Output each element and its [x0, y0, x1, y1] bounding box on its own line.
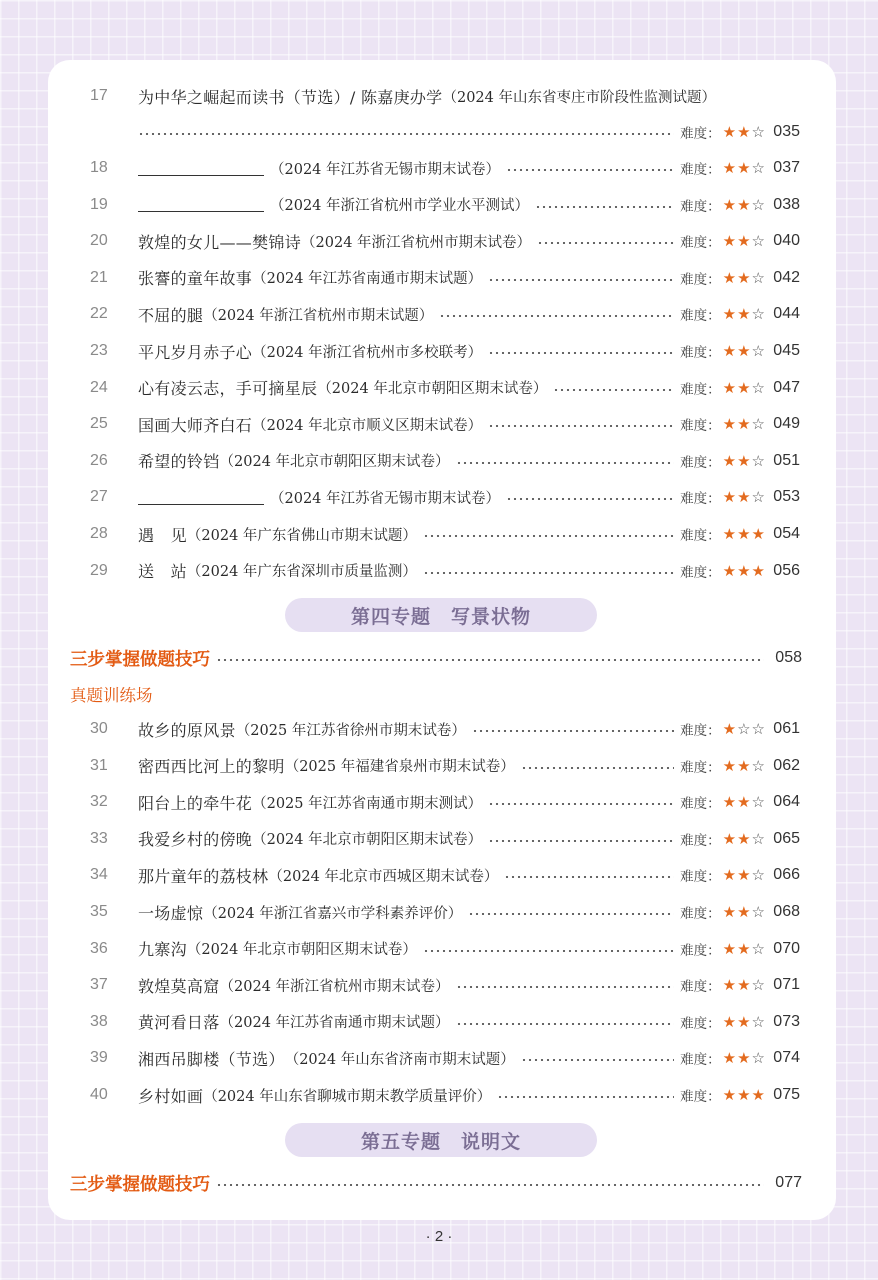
entry-source: （2024 年北京市西城区期末试卷） — [268, 868, 499, 885]
entry-number: 28 — [90, 525, 108, 542]
star-filled-icon: ★ — [722, 342, 738, 360]
star-filled-icon: ★ — [722, 123, 738, 141]
page-number: 075 — [773, 1086, 800, 1103]
difficulty-label: 难度： — [680, 723, 721, 738]
difficulty-label: 难度： — [680, 528, 721, 543]
entry-number: 27 — [90, 488, 108, 506]
entry-source: （2024 年北京市朝阳区期末试卷） — [186, 942, 417, 959]
entry-title: 故乡的原风景 — [138, 720, 236, 740]
section-banner-4-title: 写景状物 — [451, 605, 532, 628]
entry-source: （2024 年北京市朝阳区期末试卷） — [219, 454, 450, 471]
star-filled-icon: ★ — [722, 232, 738, 251]
entry-source: （2024 年广东省佛山市期末试题） — [186, 527, 417, 544]
entry-number: 40 — [90, 1086, 108, 1103]
entry-title: 九寨沟 — [138, 940, 187, 960]
difficulty-stars — [723, 903, 766, 921]
leader-dots — [423, 950, 674, 952]
toc-entry[interactable] — [90, 857, 800, 893]
entry-number: 25 — [90, 415, 108, 433]
page-number: 073 — [773, 1012, 800, 1030]
difficulty-stars — [723, 976, 766, 994]
entry-source: （2025 年福建省泉州市期末试卷） — [284, 759, 515, 776]
toc-entry[interactable] — [90, 931, 800, 967]
toc-entry[interactable] — [90, 1077, 800, 1113]
page-number: 047 — [773, 378, 800, 396]
star-filled-icon: ★ — [722, 1086, 738, 1104]
star-empty-icon: ☆ — [751, 415, 766, 434]
star-filled-icon: ★ — [722, 451, 738, 470]
entry-title: 阳台上的牵牛花 — [138, 793, 253, 813]
leader-dots — [497, 1096, 674, 1098]
star-filled-icon: ★ — [722, 1012, 738, 1031]
difficulty-stars — [723, 342, 766, 360]
leader-dots — [423, 535, 674, 537]
entry-title: 一场虚惊 — [138, 903, 204, 923]
entry-number: 34 — [90, 866, 108, 884]
entry-source: （2024 年山东省济南市期末试题） — [284, 1051, 515, 1068]
section-banner-4 — [285, 598, 597, 632]
leader-dots — [521, 767, 674, 769]
leader-dots — [216, 659, 764, 661]
entry-title: 国画大师齐白石 — [138, 415, 253, 435]
leader-dots — [456, 462, 675, 464]
difficulty-label: 难度： — [680, 235, 721, 251]
title-blank-line — [138, 197, 264, 212]
star-filled-icon: ★ — [722, 488, 738, 507]
star-empty-icon: ☆ — [751, 159, 766, 177]
star-filled-icon: ★ — [722, 195, 738, 214]
difficulty-stars — [723, 415, 766, 433]
page-number: 037 — [773, 159, 800, 176]
leader-dots — [456, 986, 675, 988]
difficulty-stars — [723, 1013, 766, 1031]
leader-dots — [504, 876, 674, 878]
difficulty-label: 难度： — [680, 759, 721, 775]
difficulty-label: 难度： — [680, 564, 721, 580]
page-number: 065 — [773, 829, 800, 847]
entry-source: （2024 年江苏省无锡市期末试卷） — [270, 161, 501, 178]
star-empty-icon: ☆ — [751, 903, 766, 921]
star-empty-icon: ☆ — [751, 1012, 766, 1031]
page-number: 040 — [773, 232, 800, 250]
star-empty-icon: ☆ — [751, 939, 766, 958]
star-filled-icon: ★ — [737, 488, 752, 507]
star-filled-icon: ★ — [737, 976, 752, 995]
leader-dots — [488, 352, 674, 354]
star-filled-icon: ★ — [722, 1049, 738, 1068]
entry-number: 32 — [90, 793, 108, 811]
entry-title: 遇 见 — [138, 525, 187, 545]
entry-number: 18 — [90, 159, 108, 176]
star-filled-icon: ★ — [722, 525, 738, 543]
entry-title: 不屈的腿 — [138, 305, 204, 325]
toc-entry[interactable] — [90, 553, 800, 589]
difficulty-label: 难度： — [680, 308, 721, 324]
page-number: 070 — [773, 939, 800, 957]
toc-entry[interactable] — [90, 821, 800, 857]
page-number: 056 — [773, 561, 800, 579]
entry-title: 为中华之崛起而读书（节选）/ 陈嘉庚办学 — [138, 87, 443, 107]
toc-entry[interactable] — [90, 78, 800, 114]
toc-entry[interactable] — [90, 479, 800, 515]
entry-number: 35 — [90, 903, 108, 920]
difficulty-label: 难度： — [680, 491, 721, 507]
difficulty-label: 难度： — [680, 796, 721, 812]
toc-entry[interactable] — [90, 406, 800, 442]
difficulty-label: 难度： — [680, 381, 721, 397]
title-blank-line — [138, 490, 264, 505]
star-filled-icon: ★ — [737, 525, 752, 543]
leader-dots — [535, 206, 674, 208]
skill-label: 三步掌握做题技巧 — [70, 649, 210, 670]
star-filled-icon: ★ — [737, 1049, 752, 1068]
toc-entry[interactable] — [90, 1040, 800, 1076]
entry-title: 密西西比河上的黎明 — [138, 757, 285, 777]
leader-dots — [216, 1184, 764, 1186]
star-empty-icon: ☆ — [751, 305, 766, 324]
difficulty-stars — [723, 232, 766, 250]
star-empty-icon: ☆ — [751, 232, 766, 251]
leader-dots — [456, 1023, 675, 1025]
star-empty-icon: ☆ — [751, 1049, 766, 1068]
star-empty-icon: ☆ — [751, 756, 766, 775]
star-empty-icon: ☆ — [751, 793, 766, 812]
entry-source: （2024 年江苏省南通市期末试题） — [252, 271, 483, 288]
section-banner-5-title: 说明文 — [461, 1130, 522, 1153]
star-empty-icon: ☆ — [751, 123, 766, 141]
toc-entry[interactable] — [90, 223, 800, 259]
star-filled-icon: ★ — [722, 415, 738, 434]
difficulty-stars — [723, 830, 766, 848]
star-filled-icon: ★ — [722, 561, 738, 580]
star-filled-icon: ★ — [737, 1012, 752, 1031]
entry-title: 敦煌的女儿——樊锦诗 — [138, 232, 302, 252]
star-filled-icon: ★ — [722, 305, 738, 324]
page-number: 058 — [775, 649, 802, 666]
difficulty-label: 难度： — [680, 906, 721, 921]
page-number: 068 — [773, 903, 800, 920]
page-footer-number: · 2 · — [425, 1228, 453, 1245]
page-number: 074 — [773, 1049, 800, 1067]
entry-title: 希望的铃铛 — [138, 452, 220, 472]
toc-entry[interactable] — [90, 894, 800, 930]
page-number: 077 — [775, 1174, 802, 1191]
leader-dots — [488, 840, 674, 842]
entry-source: （2024 年山东省枣庄市阶段性监测试题） — [442, 89, 716, 106]
star-filled-icon: ★ — [737, 903, 752, 921]
skill-row-4[interactable] — [70, 644, 802, 672]
star-filled-icon: ★ — [737, 561, 752, 580]
leader-dots — [506, 498, 674, 500]
toc-entry-continuation[interactable] — [90, 114, 800, 150]
entry-source: （2024 年江苏省无锡市期末试卷） — [270, 490, 501, 507]
entry-source: （2024 年浙江省杭州市多校联考） — [252, 344, 483, 361]
difficulty-stars — [723, 793, 766, 811]
difficulty-label: 难度： — [680, 162, 721, 177]
entry-source: （2024 年浙江省杭州市期末试题） — [203, 307, 434, 324]
entry-source: （2024 年北京市朝阳区期末试卷） — [317, 381, 548, 398]
difficulty-label: 难度： — [680, 126, 721, 141]
page-number: 035 — [773, 123, 800, 140]
entry-number: 19 — [90, 195, 108, 213]
leader-dots — [488, 803, 674, 805]
entry-number: 26 — [90, 451, 108, 469]
difficulty-stars — [723, 1049, 766, 1067]
entry-title: 敦煌莫高窟 — [138, 976, 220, 996]
entry-title: 我爱乡村的傍晚 — [138, 830, 253, 850]
entry-number: 37 — [90, 976, 108, 994]
page-number: 045 — [773, 342, 800, 359]
page-number: 042 — [773, 268, 800, 286]
entry-source: （2024 年浙江省嘉兴市学科素养评价） — [203, 905, 463, 922]
toc-entry[interactable] — [90, 333, 800, 369]
page-number: 066 — [773, 866, 800, 884]
section-banner-4-label: 第四专题 — [350, 605, 431, 628]
star-filled-icon: ★ — [751, 561, 766, 580]
toc-entry[interactable] — [90, 748, 800, 784]
section-banner-5 — [285, 1123, 597, 1157]
star-filled-icon: ★ — [751, 525, 766, 543]
difficulty-stars — [723, 1086, 766, 1104]
star-filled-icon: ★ — [737, 1086, 752, 1104]
practice-label: 真题训练场 — [70, 686, 153, 705]
leader-dots — [468, 913, 674, 915]
star-filled-icon: ★ — [722, 159, 738, 177]
star-empty-icon: ☆ — [751, 720, 766, 738]
difficulty-label: 难度： — [680, 1015, 721, 1031]
star-filled-icon: ★ — [737, 195, 752, 214]
skill-row-5[interactable] — [70, 1169, 802, 1197]
entry-title: 乡村如画 — [138, 1086, 204, 1106]
page-number: 051 — [773, 451, 800, 469]
entry-number: 36 — [90, 939, 108, 957]
star-empty-icon: ☆ — [751, 866, 766, 885]
difficulty-label: 难度： — [680, 832, 721, 848]
star-filled-icon: ★ — [737, 415, 752, 434]
star-filled-icon: ★ — [737, 268, 752, 287]
page-number: 038 — [773, 195, 800, 213]
star-filled-icon: ★ — [737, 866, 752, 885]
entry-number: 33 — [90, 829, 108, 847]
difficulty-stars — [723, 196, 766, 214]
star-empty-icon: ☆ — [751, 195, 766, 214]
toc-entry[interactable] — [90, 784, 800, 820]
entry-source: （2025 年江苏省南通市期末测试） — [252, 795, 483, 812]
entry-number: 17 — [90, 87, 108, 104]
entry-number: 21 — [90, 268, 108, 286]
difficulty-label: 难度： — [680, 979, 721, 995]
difficulty-stars — [723, 720, 766, 738]
star-filled-icon: ★ — [737, 305, 752, 324]
entry-title: 那片童年的荔枝林 — [138, 866, 269, 886]
toc-entry[interactable] — [90, 711, 800, 747]
toc-entry[interactable] — [90, 443, 800, 479]
entry-number: 38 — [90, 1012, 108, 1030]
star-filled-icon: ★ — [722, 866, 738, 885]
toc-entry[interactable] — [90, 370, 800, 406]
difficulty-stars — [723, 525, 766, 543]
entry-number: 39 — [90, 1049, 108, 1067]
entry-source: （2024 年山东省聊城市期末教学质量评价） — [203, 1088, 492, 1105]
entry-number: 31 — [90, 756, 108, 774]
star-filled-icon: ★ — [737, 232, 752, 251]
difficulty-stars — [723, 940, 766, 958]
difficulty-label: 难度： — [680, 345, 721, 360]
star-filled-icon: ★ — [722, 793, 738, 812]
leader-dots — [138, 133, 674, 135]
entry-source: （2024 年广东省深圳市质量监测） — [186, 564, 417, 581]
entry-number: 20 — [90, 232, 108, 250]
difficulty-stars — [723, 305, 766, 323]
entry-number: 23 — [90, 342, 108, 359]
difficulty-stars — [723, 757, 766, 775]
title-blank-line — [138, 161, 264, 176]
entry-title: 湘西吊脚楼（节选） — [138, 1049, 285, 1069]
star-filled-icon: ★ — [722, 720, 738, 738]
leader-dots — [488, 279, 674, 281]
skill-label: 三步掌握做题技巧 — [70, 1174, 210, 1195]
star-empty-icon: ☆ — [751, 268, 766, 287]
star-filled-icon: ★ — [722, 756, 738, 775]
star-filled-icon: ★ — [737, 829, 752, 848]
entry-number: 29 — [90, 561, 108, 579]
difficulty-stars — [723, 488, 766, 506]
entry-title: 平凡岁月赤子心 — [138, 342, 253, 362]
star-filled-icon: ★ — [737, 159, 752, 177]
entry-source: （2024 年北京市顺义区期末试卷） — [252, 417, 483, 434]
leader-dots — [472, 730, 674, 732]
leader-dots — [488, 425, 674, 427]
difficulty-label: 难度： — [680, 1052, 721, 1068]
leader-dots — [439, 315, 674, 317]
star-empty-icon: ☆ — [751, 342, 766, 360]
leader-dots — [423, 572, 674, 574]
entry-title: 黄河看日落 — [138, 1013, 220, 1033]
toc-entry[interactable] — [90, 1004, 800, 1040]
entry-source: （2024 年浙江省杭州市期末试卷） — [301, 234, 532, 251]
page-number: 062 — [773, 756, 800, 774]
leader-dots — [537, 242, 674, 244]
difficulty-label: 难度： — [680, 454, 721, 470]
star-filled-icon: ★ — [722, 976, 738, 995]
difficulty-stars — [723, 562, 766, 580]
difficulty-label: 难度： — [680, 869, 721, 885]
leader-dots — [521, 1059, 674, 1061]
difficulty-label: 难度： — [680, 418, 721, 434]
toc-entry[interactable] — [90, 516, 800, 552]
star-filled-icon: ★ — [737, 793, 752, 812]
difficulty-stars — [723, 866, 766, 884]
star-filled-icon: ★ — [737, 939, 752, 958]
page-number: 054 — [773, 525, 800, 542]
page-number: 049 — [773, 415, 800, 433]
page-number: 064 — [773, 793, 800, 811]
toc-entry[interactable] — [90, 296, 800, 332]
entry-title: 送 站 — [138, 562, 187, 582]
entry-number: 22 — [90, 305, 108, 323]
star-filled-icon: ★ — [722, 829, 738, 848]
star-filled-icon: ★ — [737, 378, 752, 397]
toc-entry[interactable] — [90, 967, 800, 1003]
section-banner-5-label: 第五专题 — [360, 1130, 441, 1153]
star-empty-icon: ☆ — [751, 378, 766, 397]
toc-entry[interactable] — [90, 187, 800, 223]
star-empty-icon: ☆ — [751, 488, 766, 507]
toc-entry[interactable] — [90, 150, 800, 186]
entry-number: 30 — [90, 720, 108, 737]
entry-title: 心有凌云志，手可摘星辰 — [138, 379, 318, 399]
star-filled-icon: ★ — [722, 903, 738, 921]
leader-dots — [506, 169, 674, 171]
star-filled-icon: ★ — [737, 451, 752, 470]
star-filled-icon: ★ — [751, 1086, 766, 1104]
page-number: 071 — [773, 976, 800, 994]
entry-source: （2024 年江苏省南通市期末试题） — [219, 1015, 450, 1032]
difficulty-stars — [723, 159, 766, 177]
star-filled-icon: ★ — [737, 123, 752, 141]
entry-source: （2024 年浙江省杭州市学业水平测试） — [270, 198, 530, 215]
star-filled-icon: ★ — [737, 342, 752, 360]
star-filled-icon: ★ — [722, 939, 738, 958]
page-number: 044 — [773, 305, 800, 323]
star-empty-icon: ☆ — [751, 829, 766, 848]
entry-title: 张謇的童年故事 — [138, 269, 253, 289]
difficulty-stars — [723, 452, 766, 470]
star-filled-icon: ★ — [737, 756, 752, 775]
difficulty-stars — [723, 123, 766, 141]
page-number: 061 — [773, 720, 800, 737]
difficulty-label: 难度： — [680, 271, 721, 287]
entry-source: （2025 年江苏省徐州市期末试卷） — [235, 722, 466, 739]
difficulty-label: 难度： — [680, 198, 721, 214]
entry-number: 24 — [90, 378, 108, 396]
star-empty-icon: ☆ — [737, 720, 752, 738]
difficulty-label: 难度： — [680, 1089, 721, 1104]
difficulty-stars — [723, 379, 766, 397]
toc-entry[interactable] — [90, 260, 800, 296]
entry-source: （2024 年北京市朝阳区期末试卷） — [252, 832, 483, 849]
page-number: 053 — [773, 488, 800, 506]
star-filled-icon: ★ — [722, 378, 738, 397]
difficulty-label: 难度： — [680, 942, 721, 958]
difficulty-stars — [723, 269, 766, 287]
entry-source: （2024 年浙江省杭州市期末试卷） — [219, 978, 450, 995]
star-filled-icon: ★ — [722, 268, 738, 287]
leader-dots — [553, 389, 674, 391]
star-empty-icon: ☆ — [751, 451, 766, 470]
star-empty-icon: ☆ — [751, 976, 766, 995]
